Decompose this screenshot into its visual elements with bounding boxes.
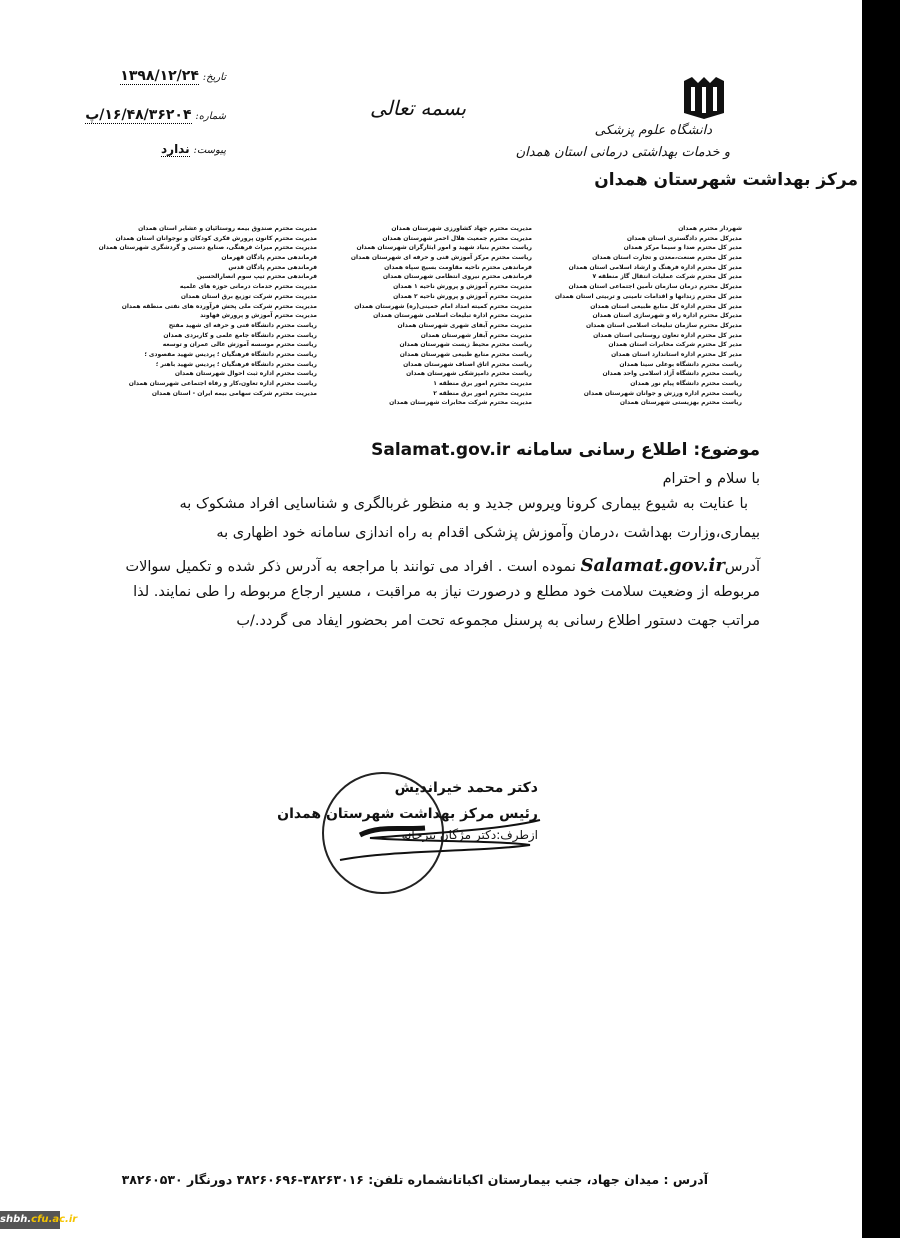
recipient-item: ریاست محترم اداره ورزش و جوانان شهرستان همدان	[583, 389, 742, 397]
recipient-item: مدیریت محترم کمیته امداد امام خمینی(ره) شهرستان همدان	[354, 302, 532, 310]
site-watermark	[0, 1211, 78, 1229]
letter-line: بیماری،وزارت بهداشت ،درمان وآموزش پزشکی اقدام به راه اندازی سامانه خود اظهاری به	[216, 525, 760, 541]
recipient-item: ریاست محترم دانشگاه بوعلی سینا همدان	[619, 360, 742, 368]
recipient-item: مدیر کل محترم اداره فرهنگ و ارشاد اسلامی استان همدان	[568, 263, 742, 271]
recipient-item: ریاست محترم اتاق اصناف شهرستان همدان	[403, 360, 532, 368]
date-value: ۱۳۹۸/۱۲/۲۴	[120, 68, 199, 84]
university-name: دانشگاه علوم پزشکی	[594, 123, 712, 138]
letter-line: مراتب جهت دستور اطلاع رسانی به پرسنل مجموعه تحت امر بحضور ایفاد می گردد./ب	[236, 613, 760, 629]
recipient-item: مدیریت محترم آبفای شهری شهرستان همدان	[397, 321, 532, 329]
recipient-item: ریاست محترم دانشگاه فرهنگیان ؛ پردیس شهید باهنر ؛	[155, 360, 317, 368]
recipient-item: ریاست محترم موسسه آموزش عالی عمران و توسعه	[162, 341, 317, 349]
recipient-item: مدیریت محترم امور برق منطقه ۲	[433, 389, 532, 397]
recipient-item: مدیریت محترم جهاد کشاورزی شهرستان همدان	[391, 225, 532, 232]
recipient-item: ریاست محترم اداره ثبت احوال شهرستان همدان	[174, 370, 317, 378]
letter-text: آدرس	[724, 559, 760, 575]
recipient-item: مدیرکل محترم اداره راه و شهرسازی استان همدان	[592, 312, 742, 320]
scan-border	[862, 0, 900, 1238]
recipient-item: فرماندهی محترم ناحیه مقاومت بسیج سپاه همدان	[384, 263, 532, 271]
recipient-item: مدیر کل محترم زندانها و اقدامات تامینی و تربیتی استان همدان	[554, 292, 742, 300]
watermark-text: .ac.ir	[48, 1214, 78, 1225]
letter-greeting: با سلام و احترام	[662, 471, 760, 487]
recipient-item: مدیریت محترم خدمات درمانی حوزه های علمیه	[179, 283, 317, 291]
letter-line: با عنایت به شیوع بیماری کرونا ویروس جدید و به منظور غربالگری و شناسایی افراد مشکوک به	[179, 496, 748, 512]
recipient-item: مدیرکل محترم درمان سازمان تأمین اجتماعی استان همدان	[568, 283, 742, 291]
recipient-item: ریاست محترم بهزیستی شهرستان همدان	[619, 399, 742, 407]
recipient-item: مدیرکل محترم دادگستری استان همدان	[626, 234, 742, 242]
recipient-item: ریاست محترم مرکز آموزش فنی و حرفه ای شهرستان همدان	[350, 254, 532, 262]
recipient-list-right	[555, 224, 742, 408]
recipient-item: مدیریت محترم آموزش و پرورش فهاوند	[200, 312, 317, 320]
number-value: ۱۶/۴۸/۳۶۲۰۴/پ	[85, 107, 192, 123]
recipient-item: شهردار محترم همدان	[678, 225, 742, 232]
recipient-item: مدیریت محترم آبفار شهرستان همدان	[420, 331, 532, 339]
footer-address: آدرس : میدان جهاد، جنب بیمارستان اکباتانشماره تلفن: ۳۸۲۶۳۰۱۶-۳۸۲۶۰۶۹۶ دورنگار ۳۸۲۶۰۵۳۰	[121, 1172, 708, 1187]
invocation: بسمه تعالی	[370, 96, 467, 120]
recipient-item: مدیرکل محترم سازمان تبلیغات اسلامی استان همدان	[585, 321, 742, 329]
signatory-name: دکتر محمد خیراندیش	[394, 780, 538, 796]
date-label: تاریخ:	[202, 72, 226, 83]
recipient-item: ریاست محترم محیط زیست شهرستان همدان	[399, 341, 532, 349]
number-label: شماره:	[195, 111, 226, 122]
signatory-title: رئیس مرکز بهداشت شهرستان همدان	[277, 806, 538, 822]
recipient-item: فرماندهی محترم تیپ سوم انصارالحسین	[196, 273, 317, 281]
letter-text: نموده است . افراد می توانند با مراجعه به آدرس ذکر شده و تکمیل سوالات	[125, 559, 576, 575]
recipient-item: مدیریت محترم کانون پرورش فکری کودکان و نوجوانان استان همدان	[115, 234, 317, 242]
recipient-item: مدیر کل محترم اداره استاندارد استان همدان	[611, 350, 742, 358]
recipient-item: مدیر کل محترم اداره تعاون روستایی استان همدان	[593, 331, 742, 339]
center-name: مرکز بهداشت شهرستان همدان	[594, 170, 858, 190]
recipient-item: ریاست محترم منابع طبیعی شهرستان همدان	[399, 350, 532, 358]
watermark-text: cfu	[31, 1214, 49, 1225]
website-link: Salamat.gov.ir	[580, 555, 725, 576]
recipient-item: ریاست محترم دانشگاه فرهنگیان ؛ پردیس شهید مفصودی ؛	[144, 350, 317, 358]
signatory-on-behalf: ازطرف:دکتر مژگان بیرجانه	[401, 828, 538, 842]
number-field	[86, 107, 226, 123]
watermark-text: shbh.	[0, 1214, 32, 1225]
recipient-item: مدیریت محترم شرکت توزیع برق استان همدان	[180, 292, 317, 300]
university-logo-icon	[682, 75, 726, 121]
recipient-item: فرماندهی محترم پادگان قهرمان	[221, 254, 317, 262]
recipient-item: فرماندهی محترم پادگان قدس	[228, 263, 317, 271]
letter-line	[125, 555, 760, 576]
recipient-item: مدیریت محترم آموزش و پرورش ناحیه ۱ همدان	[393, 283, 532, 291]
recipient-item: فرماندهی محترم نیروی انتظامی شهرستان همدان	[382, 273, 532, 281]
recipient-item: مدیریت محترم صندوق بیمه روستائیان و عشایر استان همدان	[138, 225, 317, 232]
recipient-item: ریاست محترم دانشگاه فنی و حرفه ای شهید مفتح	[168, 321, 317, 329]
recipient-item: ریاست محترم دانشگاه پیام نور همدان	[630, 380, 742, 387]
recipient-item: مدیریت محترم شرکت مخابرات شهرستان همدان	[389, 399, 532, 407]
recipient-item: مدیریت محترم امور برق منطقه ۱	[433, 380, 532, 387]
recipient-item: مدیریت محترم میراث فرهنگی، صنایع دستی و گردشگری شهرستان همدان	[98, 244, 317, 252]
recipient-item: مدیریت محترم آموزش و پرورش ناحیه ۲ همدان	[393, 292, 532, 300]
university-subtitle: و خدمات بهداشتی درمانی استان همدان	[515, 145, 730, 160]
recipient-item: مدیریت محترم جمعیت هلال احمر شهرستان همدان	[382, 234, 532, 242]
letter-subject: موضوع: اطلاع رسانی سامانه Salamat.gov.ir	[371, 440, 760, 460]
recipient-item: مدیریت محترم اداره تبلیغات اسلامی شهرستان همدان	[373, 312, 532, 320]
recipient-item: ریاست محترم اداره تعاون،کار و رفاه اجتماعی شهرستان همدان	[128, 380, 317, 387]
recipient-item: مدیریت محترم شرکت سهامی بیمه ایران - استان همدان	[151, 389, 317, 397]
recipient-item: مدیر کل محترم شرکت عملیات انتقال گاز منطقه ۷	[592, 273, 742, 281]
recipient-item: مدیریت محترم شرکت ملی پخش فرآورده های نفتی منطقه همدان	[121, 302, 317, 310]
date-field	[86, 68, 226, 84]
recipient-item: مدیر کل محترم صنعت،معدن و تجارت استان همدان	[592, 254, 742, 262]
attachment-value: ندارد	[161, 142, 190, 156]
recipient-item: ریاست محترم دامپزشکی شهرستان همدان	[406, 370, 532, 378]
attachment-field	[86, 142, 226, 156]
recipient-item: مدیر کل محترم اداره کل منابع طبیعی استان همدان	[590, 302, 742, 310]
recipient-item: ریاست محترم دانشگاه جامع علمی و کاربردی همدان	[163, 331, 317, 339]
recipient-item: مدیر کل محترم شرکت مخابرات استان همدان	[608, 341, 742, 349]
letter-line: مربوطه از وضعیت سلامت خود مطلع و درصورت نیاز به مراقبت ، مسیر ارجاع مربوطه را طی نمایند. لذا	[133, 584, 760, 600]
recipient-list-left	[99, 224, 317, 398]
recipient-item: ریاست محترم بنیاد شهید و امور ایثارگران شهرستان همدان	[356, 244, 532, 252]
recipient-item: مدیر کل محترم صدا و سیما مرکز همدان	[623, 244, 742, 252]
recipient-list-middle	[351, 224, 532, 408]
recipient-item: ریاست محترم دانشگاه آزاد اسلامی واحد همدان	[602, 370, 742, 378]
attachment-label: پیوست:	[193, 145, 226, 156]
